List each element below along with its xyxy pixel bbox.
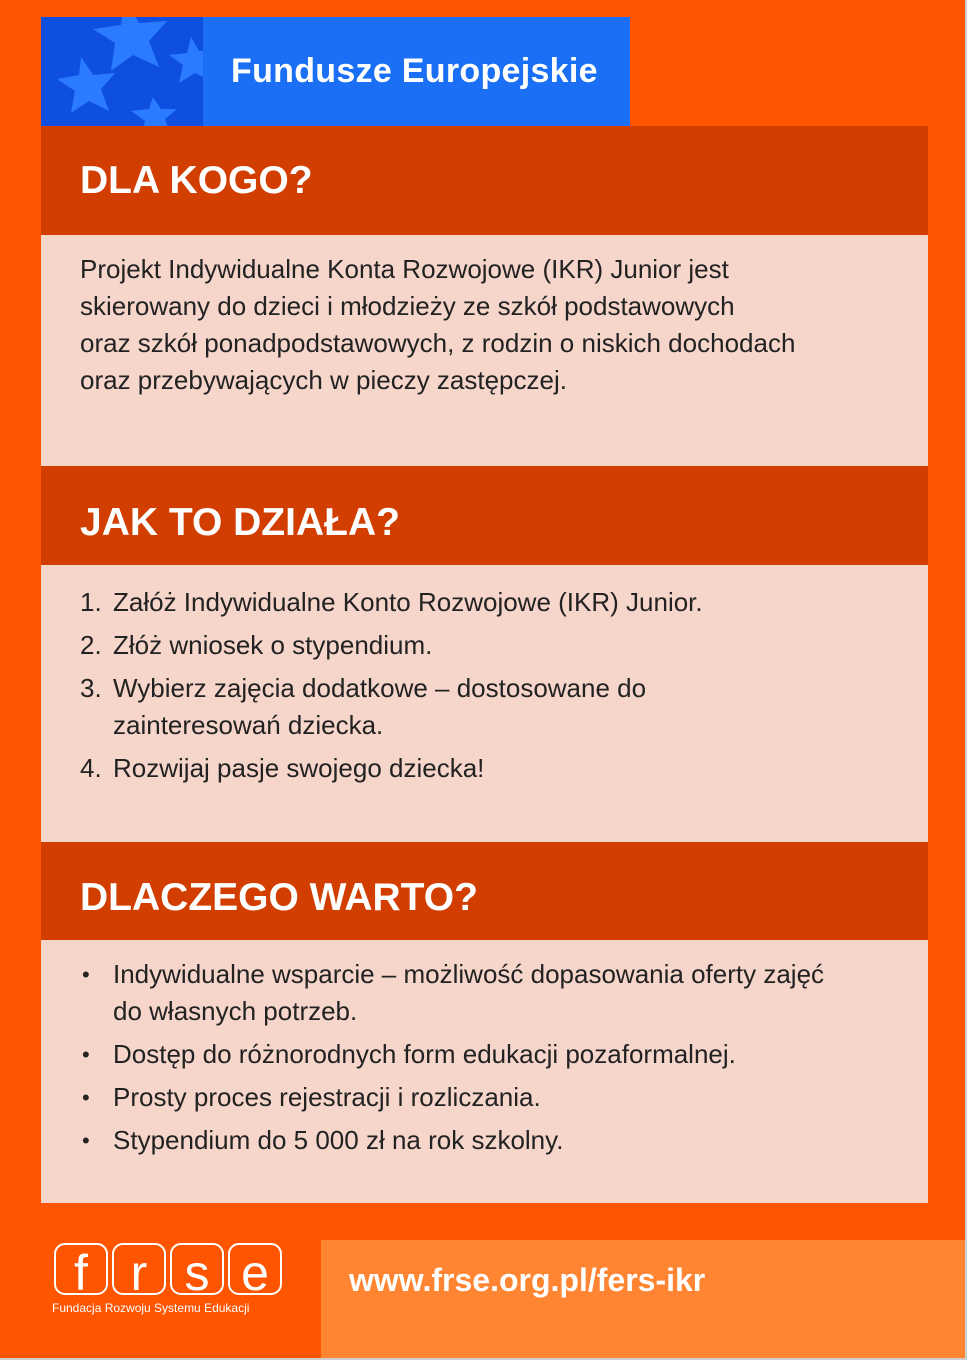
bullet-icon: • [82,1042,90,1067]
bullet-icon: • [82,1085,90,1110]
benefits-list [41,956,928,1159]
list-item [80,584,890,621]
list-item [80,956,890,1030]
website-link[interactable]: www.frse.org.pl/fers-ikr [321,1240,965,1358]
step-number: 1. [80,587,102,617]
for-whom-paragraph [41,235,928,399]
step-text: Złóż wniosek o stypendium. [113,630,433,660]
step-number: 3. [80,673,102,703]
logo-letter: e [241,1245,269,1300]
paragraph-line: Projekt Indywidualne Konta Rozwojowe (IKR) Junior jest [80,254,729,284]
logo-letter: f [74,1245,88,1300]
eu-funds-banner [41,17,630,126]
section-body-why-worth [41,940,928,1203]
list-item [80,670,890,744]
bullet-icon: • [82,1128,90,1153]
section-title-why-worth: DLACZEGO WARTO? [41,842,928,940]
section-body-how-it-works [41,565,928,842]
paragraph-line: oraz szkół ponadpodstawowych, z rodzin o niskich dochodach [80,328,796,358]
section-title-how-it-works: JAK TO DZIAŁA? [41,466,928,565]
list-item [80,750,890,787]
logo-letter: r [130,1245,148,1300]
logo-letter: s [184,1245,210,1300]
list-item [80,1036,890,1073]
step-text: Załóż Indywidualne Konto Rozwojowe (IKR) Junior. [113,587,703,617]
step-text: Wybierz zajęcia dodatkowe – dostosowane do zainteresowań dziecka. [113,673,647,740]
benefit-text: Indywidualne wsparcie – możliwość dopasowania oferty zajęć do własnych potrzeb. [113,959,825,1026]
list-item [80,1122,890,1159]
benefit-text: Prosty proces rejestracji i rozliczania. [113,1082,541,1112]
paragraph-line: skierowany do dzieci i młodzieży ze szkół podstawowych [80,291,735,321]
frse-logo-caption: Fundacja Rozwoju Systemu Edukacji [52,1301,250,1315]
step-number: 2. [80,630,102,660]
benefit-text: Dostęp do różnorodnych form edukacji pozaformalnej. [113,1039,736,1069]
section-title-for-whom: DLA KOGO? [41,126,928,235]
eu-funds-title: Fundusze Europejskie [231,52,598,90]
benefit-text: Stypendium do 5 000 zł na rok szkolny. [113,1125,564,1155]
list-item [80,1079,890,1116]
bullet-icon: • [82,962,90,987]
step-text: Rozwijaj pasje swojego dziecka! [113,753,485,783]
step-number: 4. [80,753,102,783]
paragraph-line: oraz przebywających w pieczy zastępczej. [80,365,567,395]
list-item [80,627,890,664]
steps-list [41,584,928,787]
eu-stars-icon [41,17,203,126]
section-body-for-whom [41,235,928,466]
